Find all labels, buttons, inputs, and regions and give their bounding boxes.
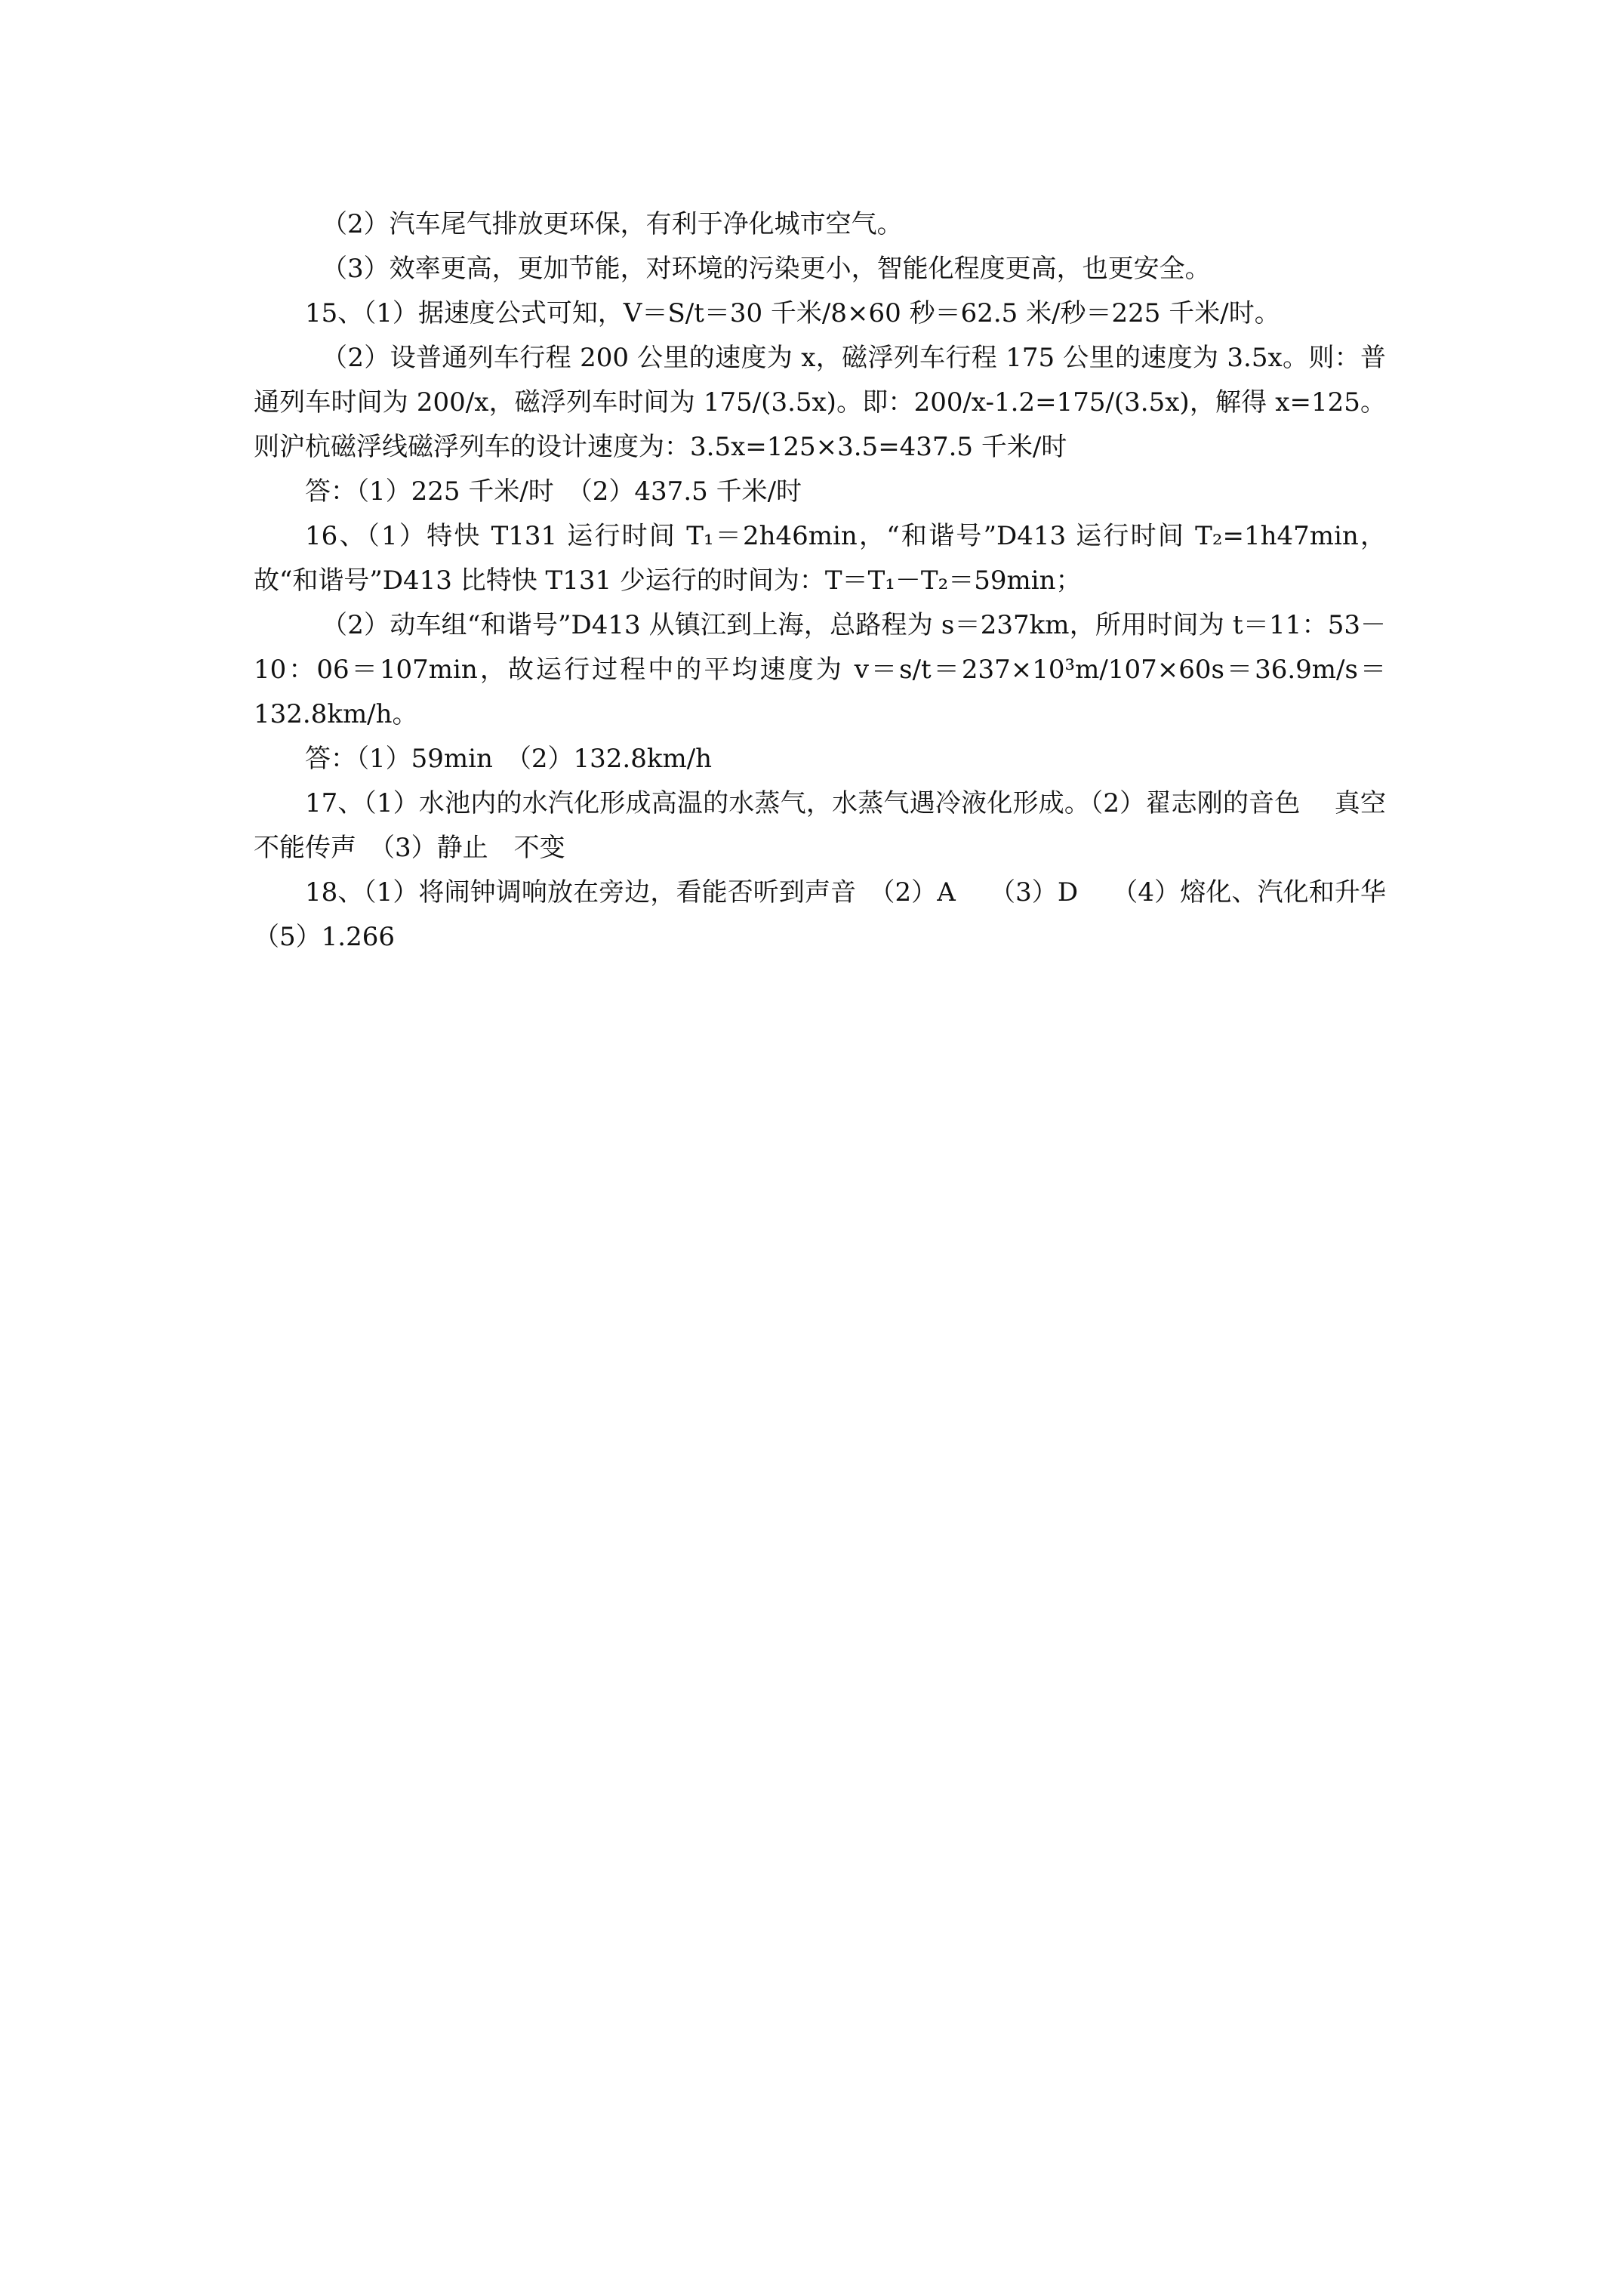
answer-15-part-2: （2）设普通列车行程 200 公里的速度为 x，磁浮列车行程 175 公里的速度为 3.5x。则：普通列车时间为 200/x，磁浮列车时间为 175/(3.5x)。即：200/x-1.2=175/(3.5x)，解得 x=125。则沪杭磁浮线磁浮列车的设计速度为：3.5x=125×3.5=437.5 千米/时 <box>254 343 1386 462</box>
answer-15-summary: 答：（1）225 千米/时 （2）437.5 千米/时 <box>305 476 802 507</box>
answer-14-part-3: （3）效率更高，更加节能，对环境的污染更小，智能化程度更高，也更安全。 <box>322 254 1211 284</box>
answer-text-block <box>254 202 1420 960</box>
answer-16-part-2: （2）动车组“和谐号”D413 从镇江到上海，总路程为 s＝237km，所用时间为 t＝11：53－10：06＝107min，故运行过程中的平均速度为 v＝s/t＝237×10³m/107×60s＝36.9m/s＝132.8km/h。 <box>254 610 1386 729</box>
answer-16-summary: 答：（1）59min （2）132.8km/h <box>305 744 713 774</box>
answer-16-part-1: 16、（1）特快 T131 运行时间 T₁＝2h46min，“和谐号”D413 运行时间 T₂=1h47min，故“和谐号”D413 比特快 T131 少运行的时间为：T＝T₁－T₂＝59min； <box>254 521 1386 596</box>
answer-18: 18、（1）将闹钟调响放在旁边，看能否听到声音 （2）A （3）D （4）熔化、汽化和升华 （5）1.266 <box>254 877 1420 952</box>
answer-14-part-2: （2）汽车尾气排放更环保，有利于净化城市空气。 <box>322 209 903 239</box>
answer-15-part-1: 15、（1）据速度公式可知，V＝S/t＝30 千米/8×60 秒＝62.5 米/秒＝225 千米/时。 <box>305 298 1280 328</box>
answer-17: 17、（1）水池内的水汽化形成高温的水蒸气，水蒸气遇冷液化形成。（2）翟志刚的音色 真空不能传声 （3）静止 不变 <box>254 788 1386 863</box>
